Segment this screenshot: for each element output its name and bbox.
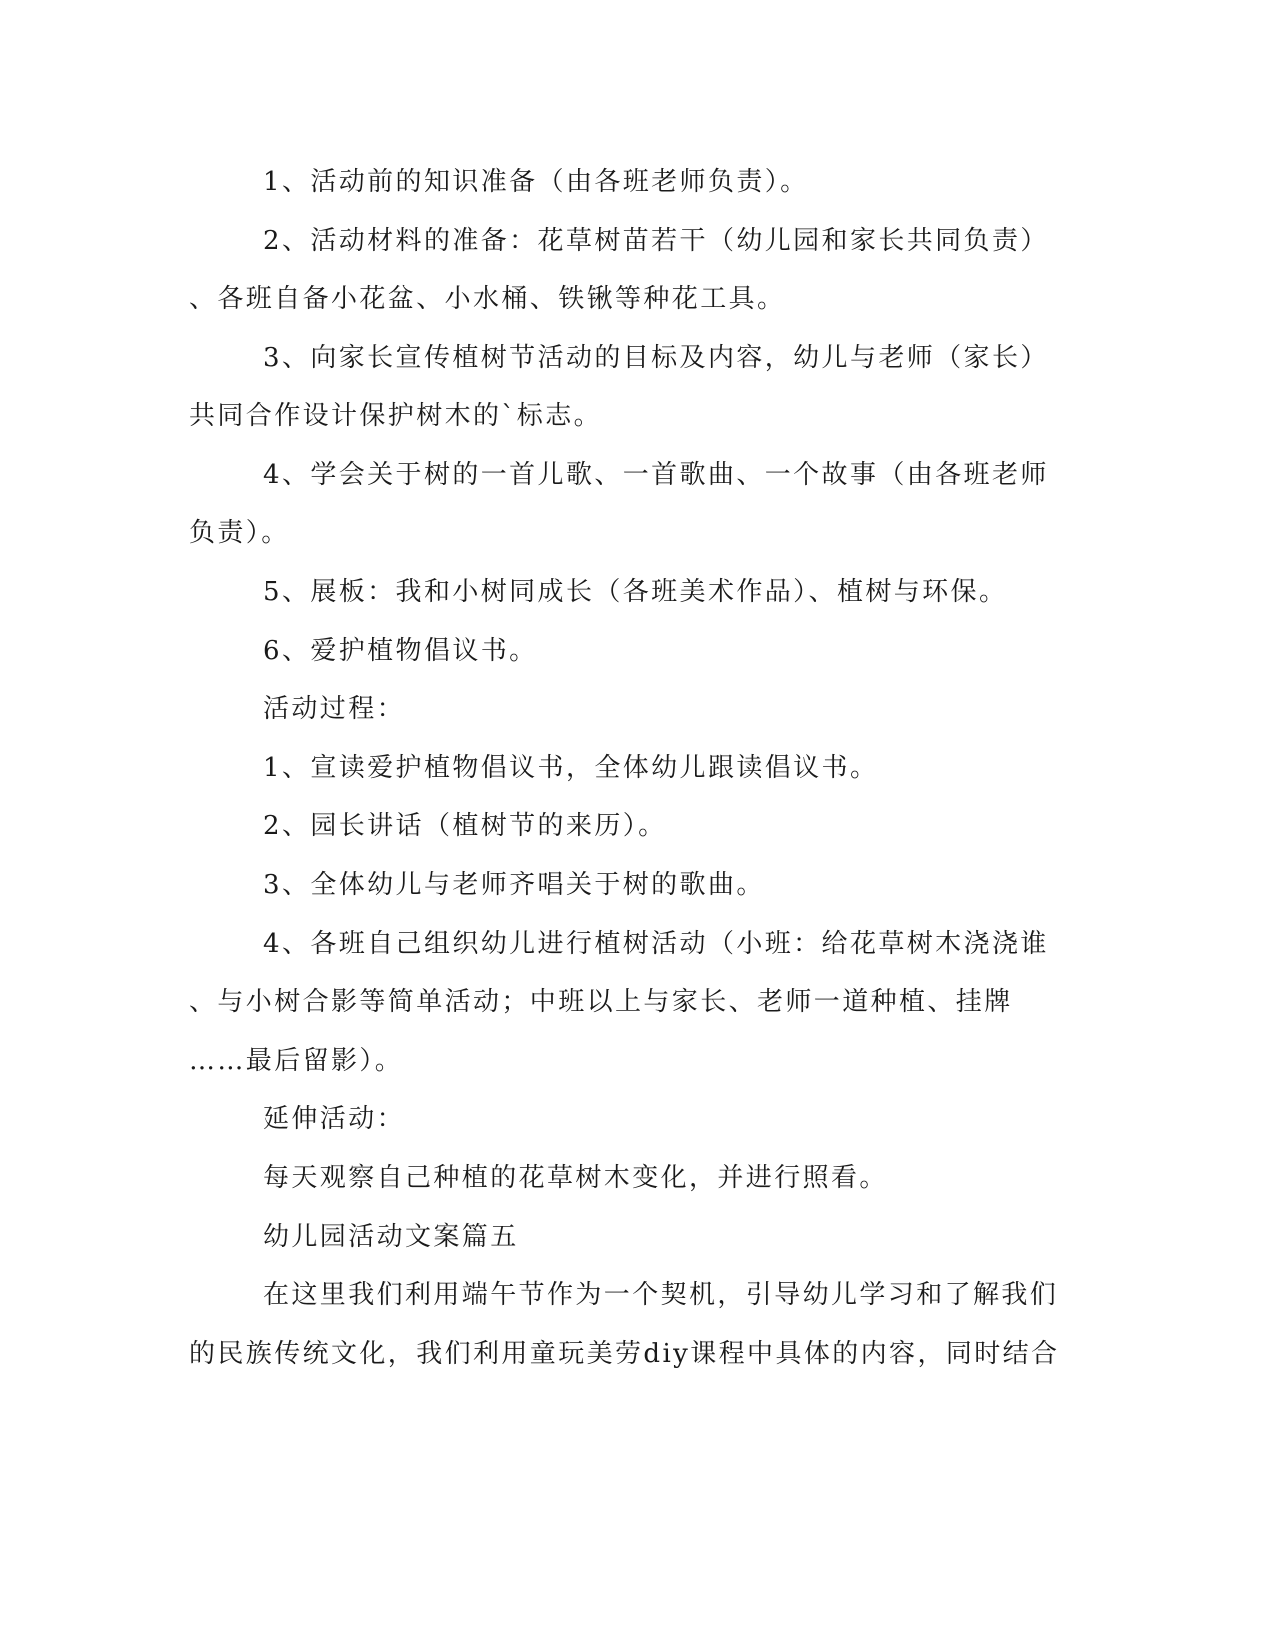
paragraph-line: ……最后留影）。 xyxy=(189,1046,404,1076)
paragraph-line: 4、各班自己组织幼儿进行植树活动（小班：给花草树木浇浇谁 xyxy=(263,929,1049,959)
paragraph-line: 共同合作设计保护树木的`标志。 xyxy=(189,401,603,431)
section-heading: 活动过程： xyxy=(263,694,406,724)
section-heading: 延伸活动： xyxy=(263,1104,406,1134)
paragraph-line: 6、爱护植物倡议书。 xyxy=(263,636,538,666)
paragraph-line: 3、向家长宣传植树节活动的目标及内容，幼儿与老师（家长） xyxy=(263,343,1049,373)
paragraph-line: 5、展板：我和小树同成长（各班美术作品）、植树与环保。 xyxy=(263,577,1008,607)
paragraph-line: 每天观察自己种植的花草树木变化，并进行照看。 xyxy=(263,1163,888,1193)
paragraph-line: 负责）。 xyxy=(189,518,290,548)
paragraph-line: 、各班自备小花盆、小水桶、铁锹等种花工具。 xyxy=(189,284,786,314)
section-title: 幼儿园活动文案篇五 xyxy=(263,1222,519,1252)
paragraph-line: 的民族传统文化，我们利用童玩美劳diy课程中具体的内容，同时结合 xyxy=(189,1339,1060,1369)
paragraph-line: 4、学会关于树的一首儿歌、一首歌曲、一个故事（由各班老师 xyxy=(263,460,1049,490)
paragraph-line: 1、活动前的知识准备（由各班老师负责）。 xyxy=(263,167,809,197)
paragraph-line: 3、全体幼儿与老师齐唱关于树的歌曲。 xyxy=(263,870,765,900)
paragraph-line: 2、活动材料的准备：花草树苗若干（幼儿园和家长共同负责） xyxy=(263,226,1049,256)
paragraph-line: 在这里我们利用端午节作为一个契机，引导幼儿学习和了解我们 xyxy=(263,1280,1059,1310)
paragraph-line: 1、宣读爱护植物倡议书，全体幼儿跟读倡议书。 xyxy=(263,753,879,783)
paragraph-line: 2、园长讲话（植树节的来历）。 xyxy=(263,811,667,841)
paragraph-line: 、与小树合影等简单活动；中班以上与家长、老师一道种植、挂牌 xyxy=(189,987,1013,1017)
